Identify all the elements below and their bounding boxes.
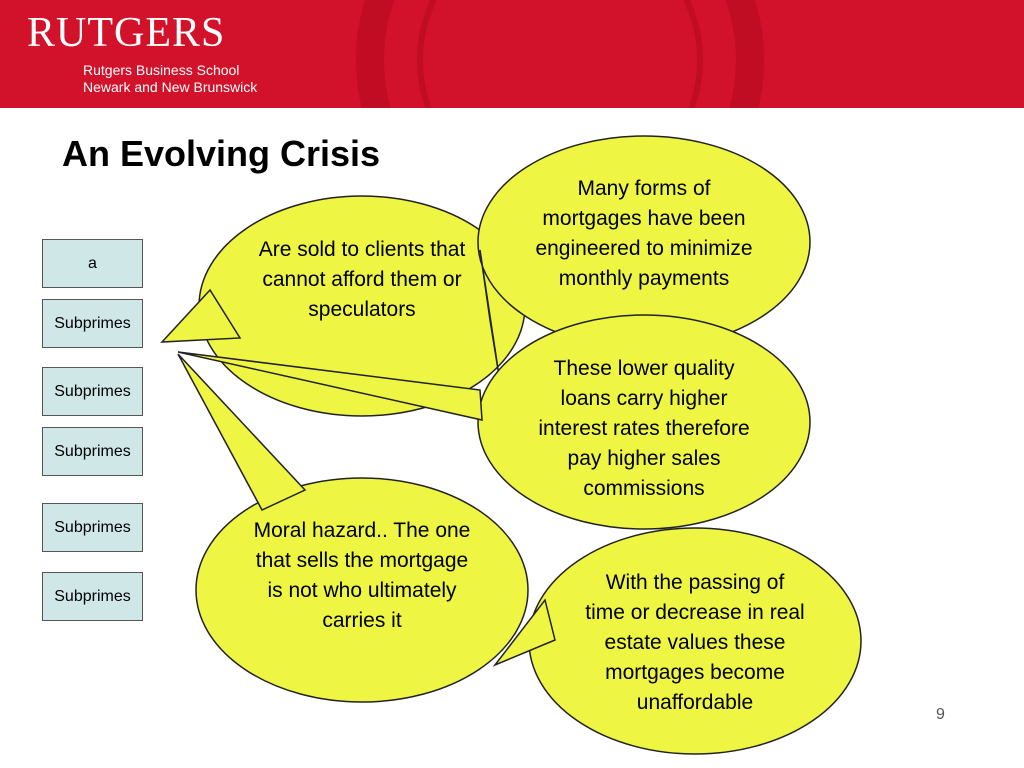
callout-1-text: Are sold to clients that cannot afford them or speculators — [258, 238, 466, 321]
box-subprimes-3: Subprimes — [42, 427, 143, 476]
box-subprimes-1: Subprimes — [42, 299, 143, 348]
box-subprimes-2: Subprimes — [42, 367, 143, 416]
school-name-line-1: Rutgers Business School — [83, 62, 240, 78]
callout-5-text: With the passing of time or decrease in real estate values these mortgages become unaffordable — [585, 571, 805, 714]
box-subprimes-5: Subprimes — [42, 572, 143, 621]
school-name-line-2: Newark and New Brunswick — [83, 79, 258, 95]
box-a: a — [42, 239, 143, 288]
page-number: 9 — [936, 706, 945, 723]
callout-3-text: These lower quality loans carry higher interest rates therefore pay higher sales commissions — [538, 357, 750, 500]
box-subprimes-4: Subprimes — [42, 503, 143, 552]
rutgers-logo: RUTGERS — [27, 10, 226, 56]
callout-4-text: Moral hazard.. The one that sells the mortgage is not who ultimately carries it — [253, 519, 471, 632]
callout-2-text: Many forms of mortgages have been engineered to minimize monthly payments — [535, 177, 753, 290]
slide-title: An Evolving Crisis — [62, 133, 381, 174]
